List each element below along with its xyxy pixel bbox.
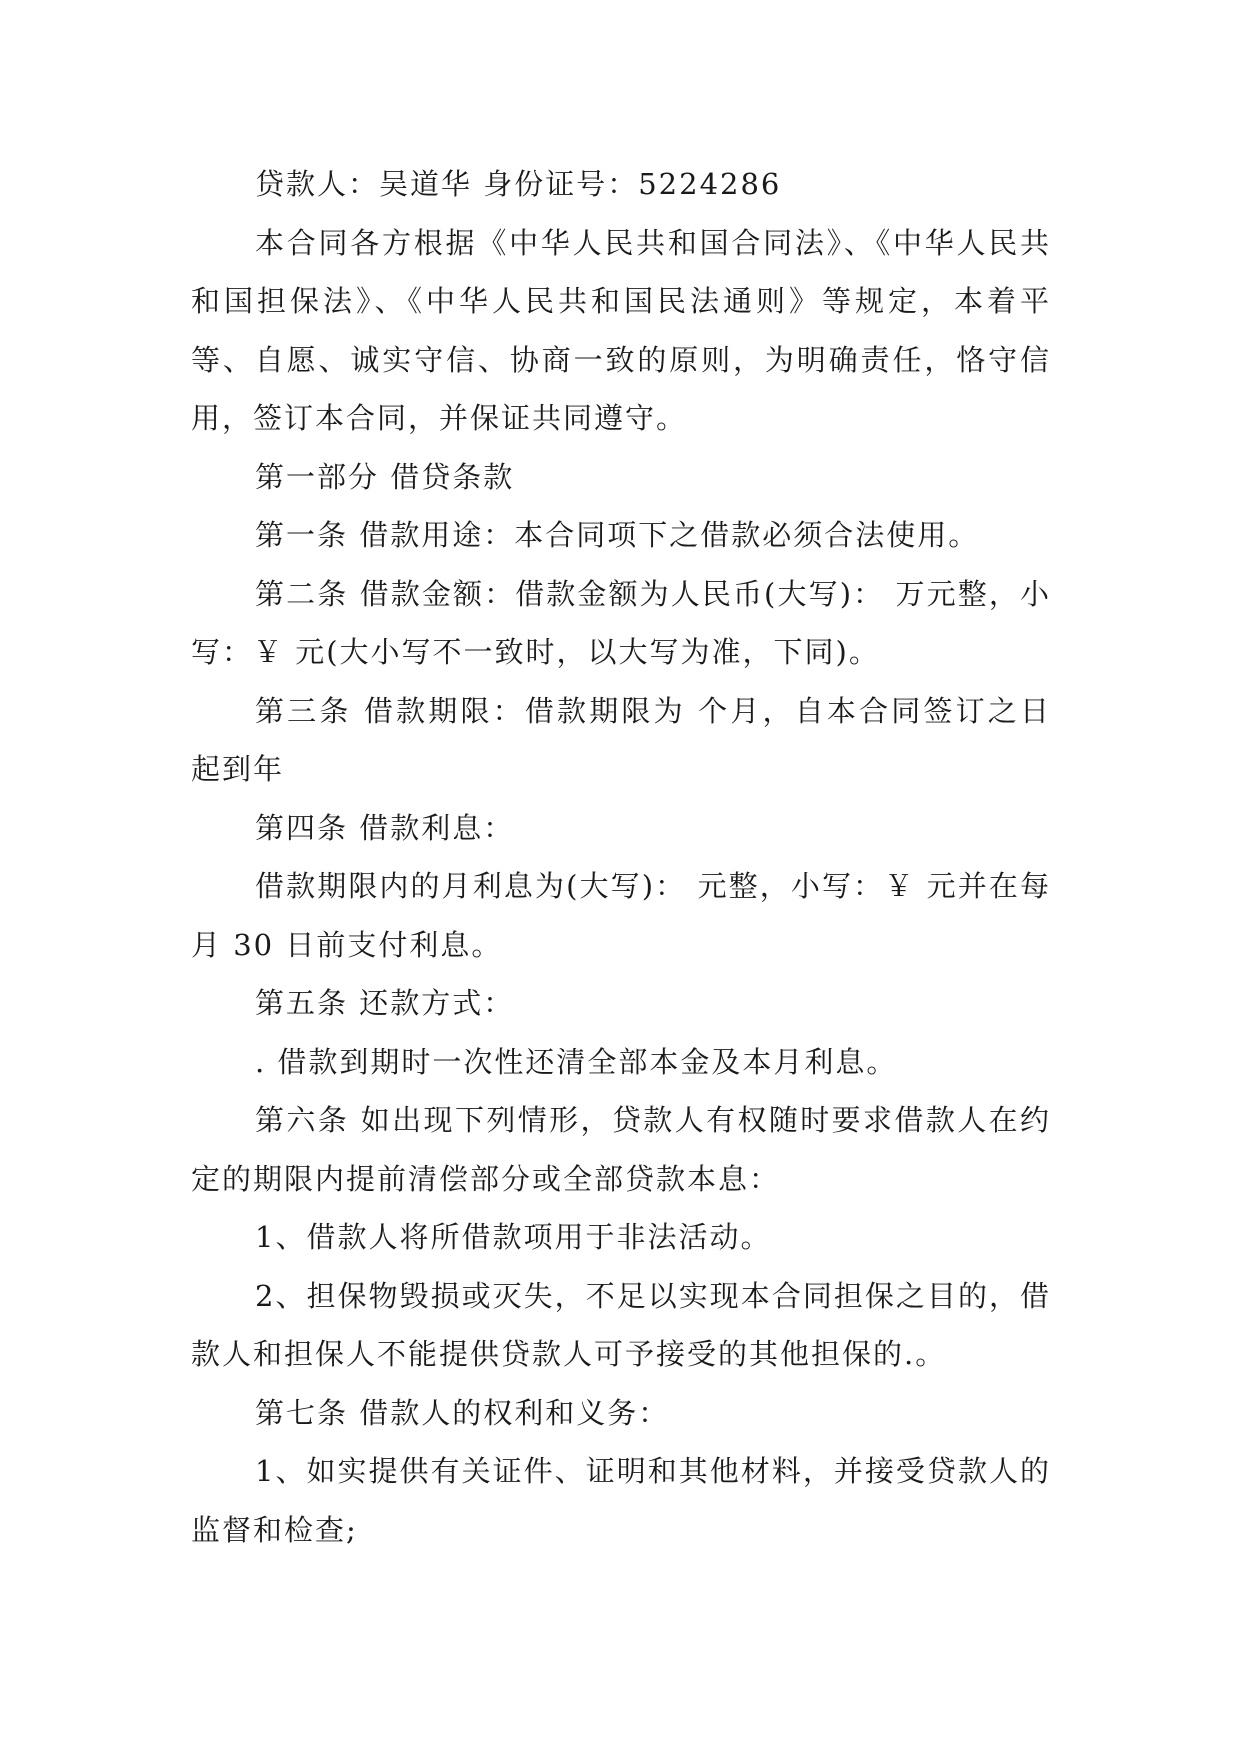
article-3-loan-term: 第三条 借款期限：借款期限为 个月，自本合同签订之日起到年 <box>191 693 1051 786</box>
article-4-monthly-interest: 借款期限内的月利息为(大写)： 元整，小写：￥ 元并在每月 30 日前支付利息。 <box>191 869 1051 962</box>
article-7-item-1: 1、如实提供有关证件、证明和其他材料，并接受贷款人的监督和检查; <box>191 1454 1051 1547</box>
article-7-heading: 第七条 借款人的权利和义务： <box>255 1395 670 1430</box>
article-6-item-1: 1、借款人将所借款项用于非法活动。 <box>255 1220 772 1254</box>
part-one-heading: 第一部分 借贷条款 <box>255 459 515 494</box>
contract-preamble: 本合同各方根据《中华人民共和国合同法》、《中华人民共和国担保法》、《中华人民共和国民法通则》等规定，本着平等、自愿、诚实守信、协商一致的原则，为明确责任，恪守信用，签订本合同，并保证共同遵守。 <box>191 225 1051 435</box>
document-body <box>191 155 1051 1559</box>
article-6-item-2: 2、担保物毁损或灭失，不足以实现本合同担保之目的，借款人和担保人不能提供贷款人可予接受的其他担保的.。 <box>191 1278 1051 1371</box>
article-1-loan-purpose: 第一条 借款用途：本合同项下之借款必须合法使用。 <box>255 518 980 552</box>
article-6-early-repayment: 第六条 如出现下列情形，贷款人有权随时要求借款人在约定的期限内提前清偿部分或全部贷款本息： <box>191 1103 1051 1196</box>
article-5-repayment-method: . 借款到期时一次性还清全部本金及本月利息。 <box>255 1044 898 1079</box>
lender-info: 贷款人：吴道华 身份证号：5224286 <box>255 167 782 201</box>
article-5-heading: 第五条 还款方式： <box>255 986 515 1020</box>
article-4-heading: 第四条 借款利息： <box>255 810 515 845</box>
article-2-loan-amount: 第二条 借款金额：借款金额为人民币(大写)： 万元整，小写：￥ 元(大小写不一致时，以大写为准，下同)。 <box>191 576 1051 669</box>
